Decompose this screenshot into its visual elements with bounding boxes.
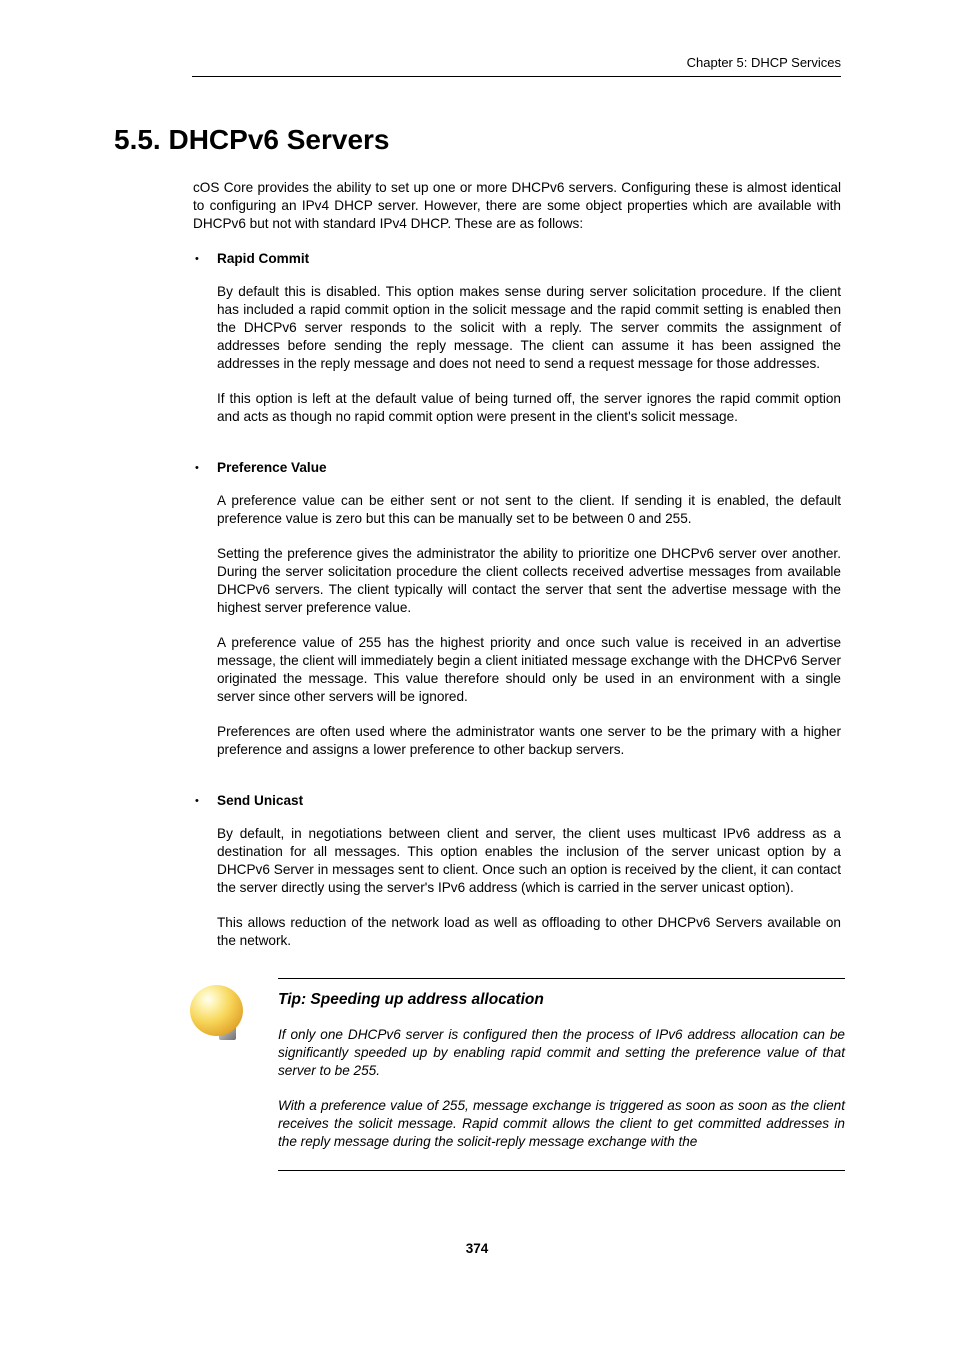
section-title: 5.5. DHCPv6 Servers <box>114 124 390 155</box>
chapter-header: Chapter 5: DHCP Services <box>686 55 841 70</box>
tip-box <box>278 978 845 1171</box>
tip-paragraph: If only one DHCPv6 server is configured then the process of IPv6 address allocation can be significantly speeded up by enabling rapid commit and setting the preference value of that server to be 255. <box>278 1027 845 1078</box>
lightbulb-sphere <box>190 985 243 1036</box>
bullet-item-preference-value <box>193 459 841 759</box>
paragraph: This allows reduction of the network load as well as offloading to other DHCPv6 Servers available on the network. <box>217 915 841 948</box>
bullet-marker-icon: • <box>195 253 199 265</box>
bullet-heading: Preference Value <box>217 460 327 475</box>
paragraph: A preference value can be either sent or not sent to the client. If sending it is enabled, the default preference value is zero but this can be manually set to be between 0 and 255. <box>217 493 841 526</box>
bullet-row <box>193 250 841 268</box>
bullet-heading: Send Unicast <box>217 793 304 808</box>
paragraph: Setting the preference gives the administrator the ability to prioritize one DHCPv6 server over another. During the server solicitation procedure the client collects received advertise messages from available DHCPv6 servers. The client typically will contact the server that sent the advertise message with the highest server preference value. <box>217 546 841 615</box>
paragraph: By default this is disabled. This option makes sense during server solicitation procedure. If the client has included a rapid commit option in the solicit message and the rapid commit setting is enabled then the DHCPv6 server responds to the solicit with a reply. The server commits the assignment of addresses before sending the reply message. The client can assume it has been assigned the addresses in the reply message and does not need to send a request message for those addresses. <box>217 284 841 371</box>
tip-paragraph: With a preference value of 255, message exchange is triggered as soon as soon as the client receives the solicit message. Rapid commit allows the client to get committed addresses in the reply message during the solicit-reply message exchange with the <box>278 1098 845 1149</box>
paragraph: A preference value of 255 has the highest priority and once such value is received in an advertise message, the client will immediately begin a client initiated message exchange with the DHCPv6 Server originated the message. This value therefore should only be used in an environment with a single server since other servers will be ignored. <box>217 635 841 704</box>
bullet-item-rapid-commit <box>193 250 841 426</box>
bullet-marker-icon: • <box>195 462 199 474</box>
tip-title: Tip: Speeding up address allocation <box>278 991 544 1008</box>
bullet-heading: Rapid Commit <box>217 251 310 266</box>
lightbulb-icon <box>190 985 246 1043</box>
bullet-marker-icon: • <box>195 795 199 807</box>
page-number: 374 <box>465 1241 489 1256</box>
bullet-item-send-unicast <box>193 792 841 950</box>
bullet-row <box>193 792 841 810</box>
header-rule <box>192 76 841 77</box>
bullet-row <box>193 459 841 477</box>
paragraph: Preferences are often used where the administrator wants one server to be the primary with a higher preference and assigns a lower preference to other backup servers. <box>217 724 841 757</box>
page-content <box>193 179 845 1171</box>
paragraph: If this option is left at the default value of being turned off, the server ignores the rapid commit option and acts as though no rapid commit option were present in the client's solicit message. <box>217 391 841 424</box>
paragraph: By default, in negotiations between client and server, the client uses multicast IPv6 address as a destination for all messages. This option enables the inclusion of the server unicast option by a DHCPv6 Server in messages sent to client. Once such an option is received by the client, it can contact the server directly using the server's IPv6 address (which is carried in the server unicast option). <box>217 826 841 895</box>
tip-section <box>278 978 845 1171</box>
intro-paragraph: cOS Core provides the ability to set up one or more DHCPv6 servers. Configuring these is almost identical to configuring an IPv4 DHCP server. However, there are some object properties which are available with DHCPv6 but not with standard IPv4 DHCP. These are as follows: <box>193 180 841 231</box>
